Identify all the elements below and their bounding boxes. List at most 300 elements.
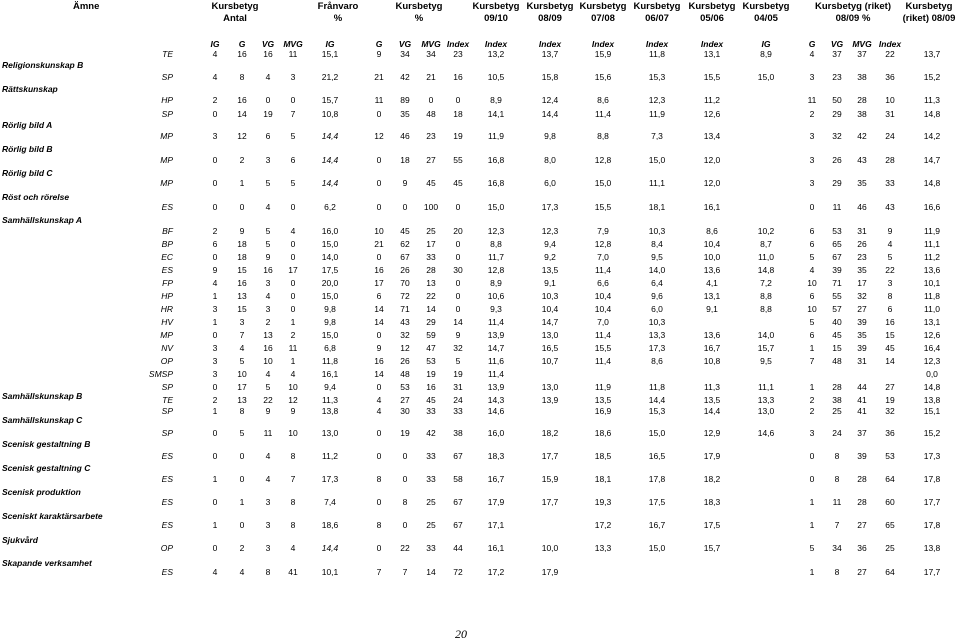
table-cell: 18,2 [541, 428, 559, 438]
table-cell: 42 [426, 428, 436, 438]
table-cell: 6 [809, 239, 815, 249]
row-code: SP [161, 109, 173, 119]
table-cell: 8 [290, 497, 296, 507]
table-cell: 6 [212, 239, 218, 249]
table-cell: 4 [290, 543, 296, 553]
table-cell: 44 [857, 382, 867, 392]
table-cell: 5 [239, 428, 245, 438]
table-cell: 0 [376, 428, 382, 438]
table-cell: 5 [809, 543, 815, 553]
table-cell: 8,9 [760, 49, 772, 59]
table-cell: 4 [239, 567, 245, 577]
table-cell: 12,0 [703, 155, 721, 165]
table-cell: 31 [857, 226, 867, 236]
table-cell: 7,9 [597, 226, 609, 236]
table-cell: 15,0 [594, 178, 612, 188]
table-cell: 0 [290, 95, 296, 105]
table-cell: 4 [265, 369, 271, 379]
table-cell: 0 [455, 252, 461, 262]
column-group-subheader: 04/05 [754, 13, 778, 24]
table-cell: 13,6 [703, 330, 721, 340]
table-cell: 55 [832, 291, 842, 301]
table-cell: 5 [455, 356, 461, 366]
table-cell: 2 [239, 543, 245, 553]
table-cell: 13 [237, 395, 247, 405]
table-cell: 67 [453, 451, 463, 461]
row-code: ES [161, 474, 173, 484]
table-cell: 8 [265, 567, 271, 577]
table-cell: 9 [402, 178, 408, 188]
table-cell: 3 [265, 543, 271, 553]
row-code: SP [161, 382, 173, 392]
table-cell: 12,8 [487, 265, 505, 275]
table-cell: 16,9 [594, 406, 612, 416]
table-cell: 12,4 [541, 95, 559, 105]
table-cell: 0 [212, 109, 218, 119]
table-cell: 13,3 [648, 330, 666, 340]
table-cell: 6 [809, 226, 815, 236]
table-cell: 18,2 [703, 474, 721, 484]
table-cell: 6,4 [651, 278, 663, 288]
table-cell: 43 [857, 155, 867, 165]
table-cell: 16,7 [703, 343, 721, 353]
table-cell: 30 [453, 265, 463, 275]
table-cell: 34 [832, 543, 842, 553]
table-cell: 58 [453, 474, 463, 484]
table-cell: 23 [453, 49, 463, 59]
table-cell: 14 [374, 317, 384, 327]
table-cell: 32 [400, 330, 410, 340]
table-cell: 9 [376, 343, 382, 353]
table-cell: 8 [834, 567, 840, 577]
table-cell: 10 [263, 356, 273, 366]
table-cell: 11,2 [704, 95, 720, 105]
subject-label: Rättskunskap [2, 84, 58, 94]
table-cell: 15,0 [757, 72, 775, 82]
table-cell: 4 [239, 343, 245, 353]
subject-label: Scenisk gestaltning B [2, 439, 91, 449]
table-cell: 9 [239, 226, 245, 236]
table-cell: 31 [453, 382, 463, 392]
table-cell: 17,7 [541, 497, 559, 507]
table-cell: 14,8 [923, 178, 941, 188]
table-cell: 17,5 [648, 497, 666, 507]
table-cell: 14,1 [487, 109, 505, 119]
table-cell: 0 [212, 428, 218, 438]
table-cell: 37 [857, 49, 867, 59]
table-cell: 23 [426, 131, 436, 141]
table-cell: 10 [807, 278, 817, 288]
table-cell: 34 [426, 49, 436, 59]
table-cell: 0 [239, 451, 245, 461]
table-cell: 14,6 [487, 406, 505, 416]
table-cell: 0 [428, 95, 434, 105]
table-cell: 19 [453, 131, 463, 141]
column-subheader: MVG [852, 39, 872, 49]
table-cell: 14,6 [757, 428, 775, 438]
column-subheader: G [375, 39, 383, 49]
table-cell: 11,8 [649, 382, 665, 392]
table-cell: 0 [212, 202, 218, 212]
table-cell: 19,3 [594, 497, 612, 507]
table-cell: 46 [400, 131, 410, 141]
table-cell: 17,8 [923, 474, 941, 484]
table-cell: 15,8 [541, 72, 559, 82]
table-cell: 39 [857, 317, 867, 327]
table-cell: 55 [453, 155, 463, 165]
table-cell: 89 [400, 95, 410, 105]
column-subheader: Index [484, 39, 508, 49]
table-cell: 9 [887, 226, 893, 236]
table-cell: 15,5 [594, 343, 612, 353]
table-cell: 14 [426, 567, 436, 577]
table-cell: 41 [857, 406, 867, 416]
table-cell: 3 [265, 304, 271, 314]
table-cell: 0 [376, 543, 382, 553]
table-cell: 13,6 [703, 265, 721, 275]
column-subheader: IG [210, 39, 220, 49]
column-group-subheader: % [414, 13, 424, 24]
table-cell: 0 [376, 202, 382, 212]
table-cell: 60 [885, 497, 895, 507]
table-cell: 64 [885, 567, 895, 577]
row-code: HP [161, 291, 173, 301]
table-cell: 6,8 [324, 343, 336, 353]
table-cell: 3 [212, 369, 218, 379]
table-cell: 59 [426, 330, 436, 340]
table-cell: 0 [212, 330, 218, 340]
table-cell: 4 [212, 49, 218, 59]
table-cell: 10,1 [923, 278, 941, 288]
table-cell: 57 [832, 304, 842, 314]
table-cell: 38 [857, 109, 867, 119]
row-code: ES [161, 451, 173, 461]
table-cell: 13,9 [487, 330, 505, 340]
table-cell: 18,1 [648, 202, 666, 212]
table-cell: 0 [290, 252, 296, 262]
table-cell: 0 [809, 202, 815, 212]
table-cell: 11,0 [758, 252, 774, 262]
table-cell: 12,3 [487, 226, 505, 236]
table-cell: 5 [239, 356, 245, 366]
row-code: MP [160, 330, 173, 340]
column-subheader: IG [325, 39, 335, 49]
table-cell: 35 [857, 265, 867, 275]
table-cell: 45 [426, 395, 436, 405]
table-cell: 28 [857, 474, 867, 484]
table-cell: 28 [857, 95, 867, 105]
table-cell: 33 [426, 474, 436, 484]
table-cell: 12,3 [648, 95, 666, 105]
table-cell: 13,9 [487, 382, 505, 392]
table-cell: 0 [376, 252, 382, 262]
table-cell: 10,4 [541, 304, 559, 314]
table-cell: 4 [212, 72, 218, 82]
table-cell: 11 [288, 343, 298, 353]
table-cell: 0 [239, 474, 245, 484]
table-cell: 9,5 [760, 356, 772, 366]
table-cell: 10,0 [541, 543, 559, 553]
table-cell: 6 [265, 131, 271, 141]
table-cell: 0 [290, 278, 296, 288]
table-cell: 25 [426, 520, 436, 530]
table-cell: 17,3 [923, 451, 941, 461]
table-cell: 16 [263, 343, 273, 353]
table-cell: 16,1 [487, 543, 505, 553]
table-cell: 17,5 [321, 265, 339, 275]
table-cell: 18,6 [594, 428, 612, 438]
table-cell: 33 [426, 406, 436, 416]
table-cell: 11,9 [649, 109, 665, 119]
table-cell: 10,4 [594, 291, 612, 301]
table-cell: 8,9 [490, 95, 502, 105]
table-cell: 9 [455, 330, 461, 340]
column-group-header: Frånvaro [317, 1, 359, 12]
subject-label: Sjukvård [2, 535, 38, 545]
table-cell: 3 [809, 155, 815, 165]
table-cell: 3 [809, 178, 815, 188]
table-cell: 16 [237, 95, 247, 105]
table-cell: 64 [885, 474, 895, 484]
table-cell: 7 [290, 109, 296, 119]
table-cell: 14,8 [923, 382, 941, 392]
table-cell: 3 [809, 428, 815, 438]
table-cell: 2 [239, 155, 245, 165]
table-cell: 10,3 [648, 226, 666, 236]
table-cell: 8,7 [760, 239, 772, 249]
table-cell: 5 [265, 382, 271, 392]
column-subheader: Index [446, 39, 470, 49]
table-cell: 16,7 [487, 474, 505, 484]
table-cell: 11,1 [649, 178, 665, 188]
table-cell: 35 [400, 109, 410, 119]
subject-label: Samhällskunskap B [2, 391, 83, 401]
table-cell: 15,7 [757, 343, 775, 353]
table-cell: 48 [832, 356, 842, 366]
table-cell: 18,3 [487, 451, 505, 461]
column-group-header: Kursbetyg [905, 1, 953, 12]
table-cell: 21 [374, 239, 384, 249]
table-cell: 1 [809, 567, 815, 577]
table-cell: 38 [832, 395, 842, 405]
table-cell: 17 [426, 239, 436, 249]
row-code: ES [161, 520, 173, 530]
table-cell: 4 [265, 451, 271, 461]
table-cell: 45 [400, 226, 410, 236]
table-cell: 4 [809, 265, 815, 275]
table-cell: 4,1 [706, 278, 718, 288]
table-cell: 19 [400, 428, 410, 438]
table-cell: 14 [426, 304, 436, 314]
table-cell: 17,7 [923, 567, 941, 577]
table-cell: 12,3 [923, 356, 941, 366]
table-cell: 70 [400, 278, 410, 288]
table-cell: 27 [857, 567, 867, 577]
table-cell: 11,2 [924, 252, 940, 262]
table-cell: 27 [400, 395, 410, 405]
table-cell: 6,0 [651, 304, 663, 314]
table-cell: 0 [402, 520, 408, 530]
column-subheader: VG [830, 39, 844, 49]
table-cell: 0 [212, 497, 218, 507]
table-cell: 6,0 [544, 178, 556, 188]
table-cell: 45 [832, 330, 842, 340]
table-cell: 7 [834, 520, 840, 530]
table-cell: 45 [885, 343, 895, 353]
table-cell: 15,0 [648, 428, 666, 438]
table-cell: 41 [288, 567, 298, 577]
table-cell: 10,7 [541, 356, 559, 366]
table-cell: 10,8 [321, 109, 339, 119]
table-cell: 0 [376, 382, 382, 392]
table-cell: 47 [426, 343, 436, 353]
table-cell: 67 [453, 520, 463, 530]
table-cell: 6 [809, 330, 815, 340]
table-cell: 18 [400, 155, 410, 165]
table-cell: 48 [426, 109, 436, 119]
table-cell: 11,4 [595, 330, 611, 340]
table-cell: 0 [265, 95, 271, 105]
table-cell: 0 [809, 474, 815, 484]
row-code: FP [162, 278, 173, 288]
table-cell: 45 [453, 178, 463, 188]
table-cell: 40 [832, 317, 842, 327]
table-cell: 0 [212, 178, 218, 188]
table-cell: 6 [809, 291, 815, 301]
table-cell: 11,3 [704, 382, 720, 392]
table-cell: 10 [374, 226, 384, 236]
table-cell: 1 [809, 343, 815, 353]
table-cell: 0 [455, 95, 461, 105]
row-code: TE [162, 395, 173, 405]
table-cell: 2 [809, 406, 815, 416]
table-cell: 19 [453, 369, 463, 379]
table-cell: 28 [857, 497, 867, 507]
table-cell: 0 [809, 451, 815, 461]
table-cell: 12 [400, 343, 410, 353]
table-cell: 27 [857, 304, 867, 314]
table-cell: 14,7 [487, 343, 505, 353]
table-cell: 13,5 [594, 395, 612, 405]
table-cell: 10 [288, 382, 298, 392]
table-cell: 9,6 [651, 291, 663, 301]
table-cell: 11,3 [924, 95, 940, 105]
table-cell: 13,4 [703, 131, 721, 141]
subject-label: Rörlig bild B [2, 144, 53, 154]
table-cell: 17,9 [703, 451, 721, 461]
table-cell: 8 [834, 451, 840, 461]
table-cell: 17,9 [541, 567, 559, 577]
table-cell: 6,2 [324, 202, 336, 212]
table-cell: 65 [832, 239, 842, 249]
table-cell: 11,1 [758, 382, 774, 392]
table-cell: 100 [423, 202, 439, 212]
table-cell: 14,4 [703, 406, 721, 416]
table-cell: 14,8 [923, 109, 941, 119]
table-cell: 10,4 [703, 239, 721, 249]
table-cell: 11 [263, 428, 273, 438]
table-cell: 6 [887, 304, 893, 314]
row-code: OP [160, 543, 173, 553]
table-cell: 16,0 [321, 226, 339, 236]
table-cell: 8 [402, 497, 408, 507]
table-cell: 15,5 [594, 202, 612, 212]
row-code: BF [162, 226, 173, 236]
table-cell: 3 [887, 278, 893, 288]
table-cell: 53 [400, 382, 410, 392]
table-cell: 1 [239, 178, 245, 188]
table-cell: 33 [426, 543, 436, 553]
table-cell: 27 [426, 155, 436, 165]
table-cell: 12,0 [703, 178, 721, 188]
table-cell: 13,5 [703, 395, 721, 405]
row-code: OP [160, 356, 173, 366]
table-cell: 1 [239, 497, 245, 507]
table-cell: 16,0 [487, 428, 505, 438]
column-subheader: Index [591, 39, 615, 49]
table-cell: 4 [265, 474, 271, 484]
table-cell: 32 [857, 291, 867, 301]
table-cell: 42 [857, 131, 867, 141]
table-cell: 9,2 [544, 252, 556, 262]
column-subheader: MVG [283, 39, 303, 49]
table-cell: 43 [885, 202, 895, 212]
table-cell: 15,9 [594, 49, 612, 59]
table-cell: 1 [212, 474, 218, 484]
column-group-header: Kursbetyg [472, 1, 520, 12]
table-cell: 10,8 [703, 356, 721, 366]
table-cell: 3 [290, 72, 296, 82]
table-cell: 0 [376, 497, 382, 507]
column-group-header: Kursbetyg [742, 1, 790, 12]
table-cell: 3 [212, 343, 218, 353]
table-cell: 0 [455, 202, 461, 212]
column-group-subheader: Antal [223, 13, 247, 24]
table-cell: 10 [807, 304, 817, 314]
table-cell: 17,3 [541, 202, 559, 212]
table-cell: 4 [290, 369, 296, 379]
table-cell: 0 [290, 239, 296, 249]
table-cell: 38 [857, 72, 867, 82]
table-cell: 15,0 [321, 330, 339, 340]
table-cell: 5 [265, 239, 271, 249]
subject-label: Rörlig bild C [2, 168, 53, 178]
table-cell: 11,8 [649, 49, 665, 59]
table-cell: 16,8 [487, 178, 505, 188]
table-cell: 3 [809, 72, 815, 82]
table-cell: 4 [376, 395, 382, 405]
subject-label: Sceniskt karaktärsarbete [2, 511, 103, 521]
table-cell: 71 [400, 304, 410, 314]
table-cell: 3 [265, 497, 271, 507]
table-cell: 14,4 [321, 155, 339, 165]
table-cell: 13,0 [541, 382, 559, 392]
table-cell: 32 [885, 406, 895, 416]
table-cell: 0 [376, 109, 382, 119]
table-cell: 65 [885, 520, 895, 530]
column-subheader: MVG [421, 39, 441, 49]
table-cell: 15,7 [703, 543, 721, 553]
table-cell: 14 [237, 109, 247, 119]
table-cell: 0 [290, 304, 296, 314]
table-cell: 28 [832, 382, 842, 392]
table-cell: 12,6 [703, 109, 721, 119]
column-group-header: Kursbetyg [688, 1, 736, 12]
table-cell: 10,3 [648, 317, 666, 327]
table-cell: 12,8 [594, 239, 612, 249]
table-cell: 5 [290, 178, 296, 188]
column-subheader: IG [761, 39, 771, 49]
